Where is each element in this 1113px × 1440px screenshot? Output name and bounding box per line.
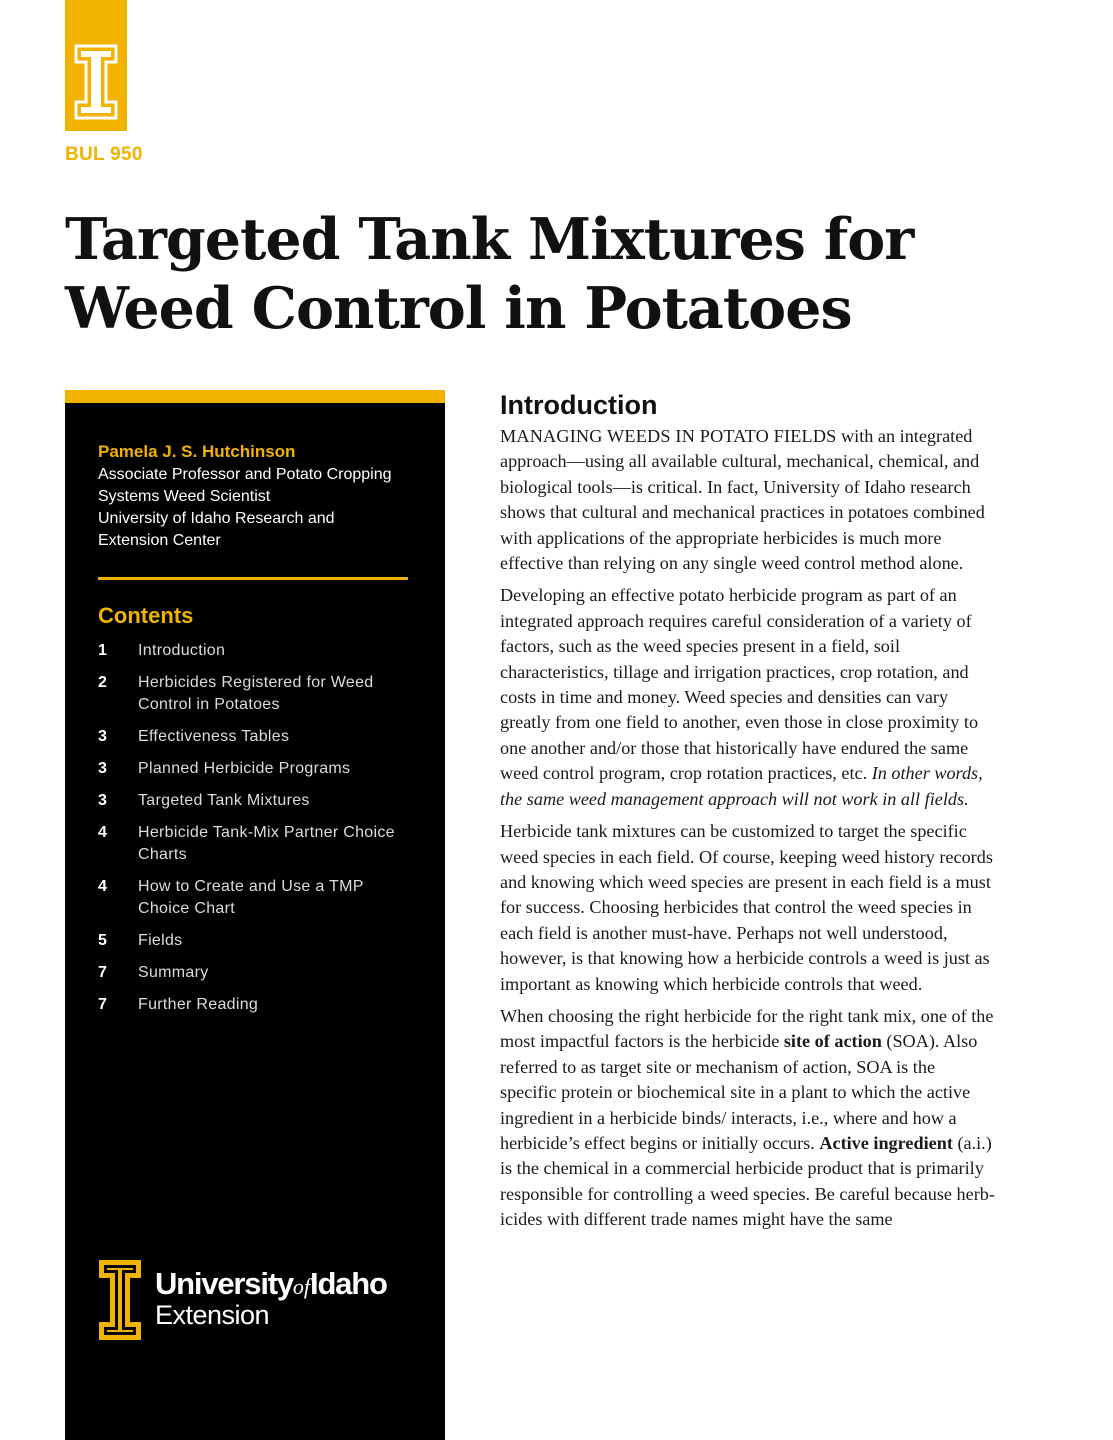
lead-in-caps: MANAGING WEEDS IN POTATO FIELDS [500, 426, 837, 446]
author-name: Pamela J. S. Hutchinson [98, 442, 296, 461]
paragraph-4: When choosing the right herbicide for the right tank mix, one of the most impactful factors is the herbicide site of action (SOA). Also referred to as target site or mechanism of action, SOA is the specific protein or biochemical site in a plant to which the active ingredient in a herbicide binds/ interacts, i.e., where and how a herbicide’s effect begins or initially occurs. Active ingredient (a.i.) is the chemical in a commercial herbicide product that is primarily responsible for controlling a weed species. Be careful because herbicides with different trade names might have the same [500, 1005, 995, 1230]
main-content [500, 388, 995, 1240]
toc-item[interactable] [98, 640, 418, 662]
toc-item[interactable] [98, 930, 418, 952]
term-active-ingredient: Active ingredient [819, 1132, 953, 1153]
title-line-2: Weed Control in Potatoes [65, 275, 852, 342]
university-i-icon [74, 44, 118, 120]
bulletin-number: BUL 950 [65, 144, 143, 165]
toc-item[interactable] [98, 962, 418, 984]
table-of-contents [98, 640, 418, 1026]
toc-label: Targeted Tank Mixtures [138, 792, 310, 809]
toc-item[interactable] [98, 876, 418, 920]
sidebar-divider [98, 577, 408, 580]
author-affiliation-line: Extension Center [98, 532, 221, 549]
contents-heading: Contents [98, 603, 194, 628]
toc-page: 4 [98, 878, 107, 895]
author-title-line: Systems Weed Scientist [98, 488, 271, 505]
toc-label: Effectiveness Tables [138, 728, 290, 745]
brand-tab [65, 0, 127, 131]
section-heading-introduction: Introduction [500, 390, 658, 420]
sidebar [65, 390, 445, 1440]
paragraph-2: Developing an effective potato herbicide program as part of an integrated approach requires careful consideration of a variety of factors, such as the weed species present in a field, soil characteristics, tillage and irrigation practices, crop rotation, and costs in time and money. Weed species and densities can vary greatly from one field to another, even those in close proximity to one another and/or those that historically have endured the same weed control program, crop rotation practices, etc. In other words, the same weed management approach will not work in all fields. [500, 585, 983, 809]
emphasis-text: In other words, the same weed management approach will not work in all fields. [500, 763, 983, 809]
toc-page: 7 [98, 964, 107, 981]
university-name: UniversityofIdaho [155, 1266, 387, 1301]
author-title-line: Associate Professor and Potato Cropping [98, 466, 392, 483]
toc-item[interactable] [98, 790, 418, 812]
page-title [65, 205, 1005, 343]
term-site-of-action: site of action [783, 1031, 882, 1052]
toc-label: Further Reading [138, 996, 259, 1013]
sidebar-accent-bar [65, 390, 445, 403]
toc-item[interactable] [98, 822, 418, 866]
toc-page: 3 [98, 792, 107, 809]
title-line-1: Targeted Tank Mixtures for [65, 206, 914, 273]
toc-page: 2 [98, 674, 107, 691]
toc-label: How to Create and Use a TMP Choice Chart [138, 878, 364, 917]
toc-label: Fields [138, 932, 183, 949]
toc-item[interactable] [98, 758, 418, 780]
toc-label: Herbicides Registered for Weed Control in Potatoes [138, 674, 374, 713]
toc-label: Summary [138, 964, 209, 981]
toc-page: 3 [98, 760, 107, 777]
toc-item[interactable] [98, 994, 418, 1016]
paragraph-3: Herbicide tank mixtures can be customized to target the specific weed species in each field. Of course, keeping weed history records and knowing which weed species are present in each field is a must for success. Choosing herbicides that control the weed species in each field is another must-have. Perhaps not well understood, however, is that knowing how a herbicide controls a weed is just as important as knowing which herbicide controls that weed. [500, 821, 993, 994]
toc-label: Planned Herbicide Programs [138, 760, 351, 777]
toc-label: Introduction [138, 642, 226, 659]
toc-page: 3 [98, 728, 107, 745]
author-block [98, 440, 418, 552]
toc-page: 7 [98, 996, 107, 1013]
toc-page: 4 [98, 824, 107, 841]
university-i-logo-icon [97, 1258, 143, 1342]
author-affiliation-line: University of Idaho Research and [98, 510, 335, 527]
toc-label: Herbicide Tank-Mix Partner Choice Charts [138, 824, 395, 863]
paragraph-1: MANAGING WEEDS IN POTATO FIELDS with an integrated approach—using all available cultural, mechanical, chemical, and biological tools—is critical. In fact, University of Idaho research shows that cultural and mechanical practices in potatoes combined with applications of the appropriate herbicides is much more effective than relying on any single weed control method alone. [500, 426, 985, 574]
toc-item[interactable] [98, 726, 418, 748]
toc-item[interactable] [98, 672, 418, 716]
toc-page: 1 [98, 642, 107, 659]
toc-page: 5 [98, 932, 107, 949]
university-extension-logo [97, 1258, 417, 1343]
extension-name: Extension [155, 1300, 270, 1330]
